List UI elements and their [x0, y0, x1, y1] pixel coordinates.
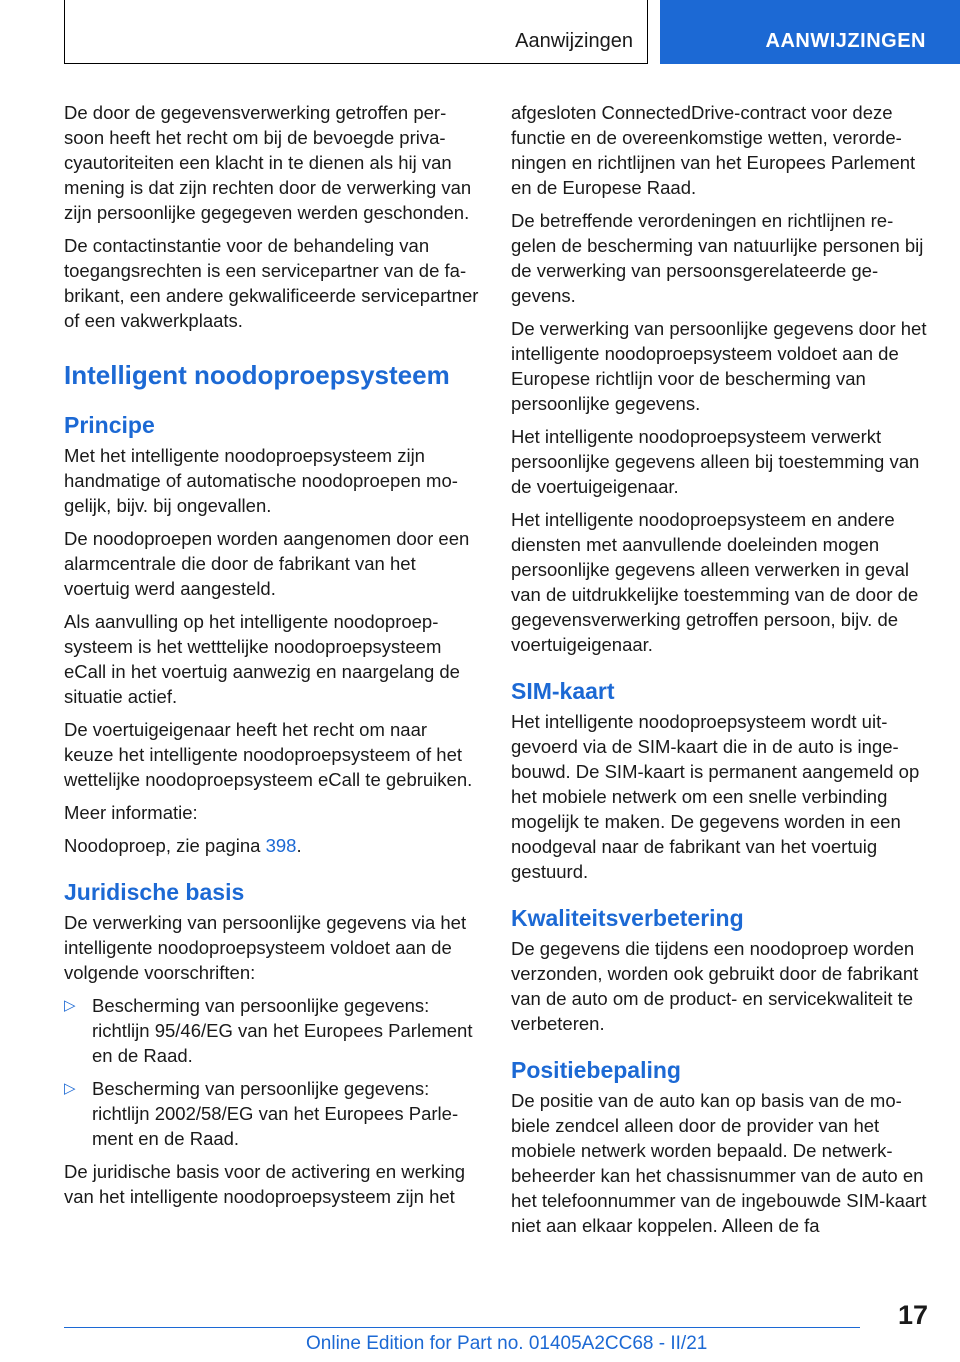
paragraph: De verwerking van persoonlijke gegevens via het intelligente noodoproepsysteem voldoet aan de volgende voorschriften:	[64, 912, 467, 983]
paragraph: Als aanvulling op het intelligente noodoproepsysteem is het wetttelijke noodoproepsysteem eCall in het voertuig aanwezig en naargelang de situatie actief.	[64, 611, 460, 707]
paragraph-with-link	[64, 833, 480, 858]
subsection-heading: Positiebepaling	[511, 1057, 681, 1083]
subsection-heading: Juridische basis	[64, 879, 245, 905]
section-heading: Intelligent noodoproepsysteem	[64, 360, 450, 390]
edition-footer: Online Edition for Part no. 01405A2CC68 - II/21	[306, 1333, 708, 1354]
page-number: 17	[897, 1300, 928, 1330]
paragraph: Het intelligente noodoproepsysteem verwerkt persoonlijke gegevens alleen bij toestemming van de voertuigeigenaar.	[511, 426, 920, 497]
triangle-bullet-icon: ▷	[64, 997, 76, 1014]
left-column	[64, 100, 480, 1217]
page-header	[64, 0, 960, 64]
paragraph: De voertuigeigenaar heeft het recht om naar keuze het intelligente noodoproepsysteem of het wettelijke noodoproepsysteem eCall te gebruiken.	[64, 719, 473, 790]
subsection-heading: Principe	[64, 412, 155, 438]
section-title: Aanwijzingen	[515, 30, 633, 52]
list-item-text: Bescherming van persoonlijke gegevens: richtlijn 2002/58/EG van het Europees Parlement en de Raad.	[92, 1078, 459, 1149]
paragraph: De door de gegevensverwerking getroffen persoon heeft het recht om bij de bevoegde privacyautoriteiten een klacht in te dienen als hij van mening is dat zijn rechten door de verwerking van zijn persoonlijke gegegeven werden geschonden.	[64, 102, 472, 223]
paragraph: De verwerking van persoonlijke gegevens door het intelligente noodoproepsysteem voldoet aan de Europese richtlijn voor de bescherming van persoonlijke gegevens.	[511, 318, 927, 414]
paragraph: De juridische basis voor de activering en werking van het intelligente noodoproepsysteem zijn het	[64, 1161, 466, 1207]
paragraph: Het intelligente noodoproepsysteem en andere diensten met aanvullende doeleinden mogen persoonlijke gegevens alleen verwerken in geval van de uitdrukkelijke toestemming van de door de gegevensverwerking getroffen persoon, bijv. de voertuigeigenaar.	[511, 509, 919, 655]
chapter-tab	[660, 0, 960, 64]
paragraph: Meer informatie:	[64, 802, 198, 823]
list-item	[64, 1076, 480, 1151]
list-item	[64, 993, 480, 1068]
right-column	[511, 100, 927, 1246]
paragraph: afgesloten ConnectedDrive-contract voor deze functie en de overeenkomstige wetten, verordeningen en richtlijnen van het Europees Parlement en de Europese Raad.	[511, 102, 916, 198]
paragraph: De noodoproepen worden aangenomen door een alarmcentrale die door de fabrikant van het voertuig werd aangesteld.	[64, 528, 470, 599]
paragraph: De gegevens die tijdens een noodoproep worden verzonden, worden ook gebruikt door de fabrikant van de auto om de product- en servicekwaliteit te verbeteren.	[511, 938, 919, 1034]
reference-suffix: .	[296, 835, 302, 856]
bullet-list	[64, 993, 480, 1151]
paragraph: De contactinstantie voor de behandeling van toegangsrechten is een servicepartner van de fabrikant, een andere gekwalificeerde servicepartner of een vakwerkplaats.	[64, 235, 479, 331]
list-item-text: Bescherming van persoonlijke gegevens: richtlijn 95/46/EG van het Europees Parlement en de Raad.	[92, 995, 473, 1066]
triangle-bullet-icon: ▷	[64, 1080, 76, 1097]
paragraph: De positie van de auto kan op basis van de mobiele zendcel alleen door de provider van het mobiele netwerk worden bepaald. De netwerkbeheerder kan het chassisnummer van de auto en het telefoonnummer van de ingebouwde SIM-kaart niet aan elkaar koppelen. Alleen de fa	[511, 1090, 927, 1236]
subsection-heading: Kwaliteitsverbetering	[511, 905, 744, 931]
reference-text: Noodoproep, zie pagina	[64, 835, 266, 856]
paragraph: Met het intelligente noodoproepsysteem zijn handmatige of automatische noodoproepen mogelijk, bijv. bij ongevallen.	[64, 445, 458, 516]
footer-divider	[64, 1327, 860, 1328]
section-tab	[64, 0, 648, 64]
paragraph: Het intelligente noodoproepsysteem wordt uitgevoerd via de SIM-kaart die in de auto is ingebouwd. De SIM-kaart is permanent aangemeld op het mobiele netwerk om een snelle verbinding mogelijk te maken. De gegevens worden in een noodgeval naar de fabrikant van het voertuig gestuurd.	[511, 711, 920, 882]
subsection-heading: SIM-kaart	[511, 678, 615, 704]
paragraph: De betreffende verordeningen en richtlijnen regelen de bescherming van natuurlijke personen bij de verwerking van persoonsgerelateerde gegevens.	[511, 210, 924, 306]
chapter-title: AANWIJZINGEN	[765, 30, 926, 52]
page-link[interactable]: 398	[265, 835, 297, 856]
